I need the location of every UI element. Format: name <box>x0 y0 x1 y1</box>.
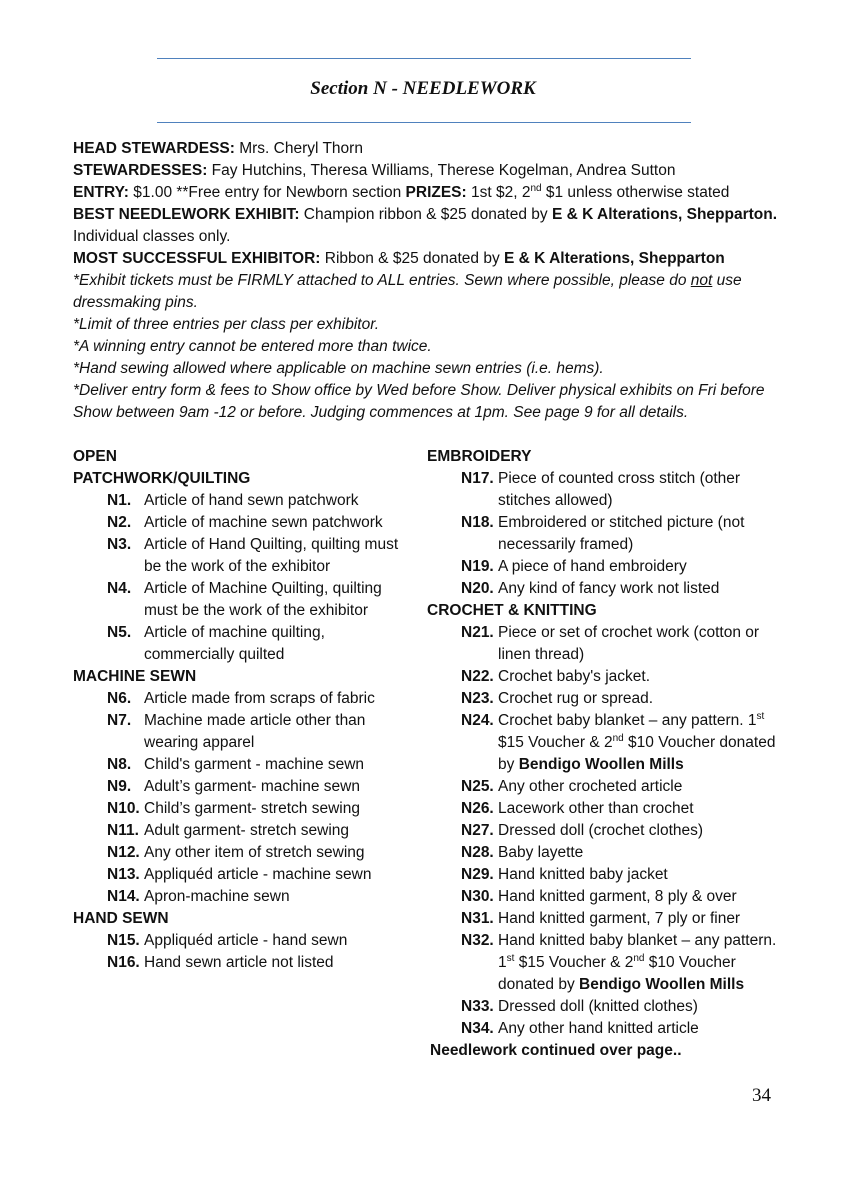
item-text: Article of Machine Quilting, quilting must be the work of the exhibitor <box>144 580 382 619</box>
item-text: Machine made article other than wearing apparel <box>144 712 366 751</box>
list-item <box>427 864 787 886</box>
item-code: N28. <box>461 844 494 861</box>
item-text: Adult garment- stretch sewing <box>144 822 350 839</box>
item-code: N10. <box>107 800 140 817</box>
item-text: Hand knitted baby jacket <box>498 866 668 883</box>
most-successful-line: MOST SUCCESSFUL EXHIBITOR: Ribbon & $25 donated by E & K Alterations, Shepparton <box>73 250 725 267</box>
list-item <box>73 534 418 578</box>
item-code: N12. <box>107 844 140 861</box>
item-text: Hand knitted garment, 7 ply or finer <box>498 910 741 927</box>
item-code: N5. <box>107 624 132 641</box>
list-item: N24. Crochet baby blanket – any pattern. 1st $15 Voucher & 2nd $10 Voucher donated by Bendigo Woollen Mills <box>461 710 776 773</box>
tickets-note: *Exhibit tickets must be FIRMLY attached to ALL entries. Sewn where possible, please do not use dressmaking pins. <box>73 272 742 311</box>
list-item <box>427 842 787 864</box>
list-item <box>427 908 787 930</box>
hand-sewn-list <box>73 930 418 974</box>
list-item <box>73 930 418 952</box>
item-code: N14. <box>107 888 140 905</box>
list-item <box>427 776 787 798</box>
item-text: Adult’s garment- machine sewn <box>144 778 360 795</box>
item-code: N19. <box>461 558 494 575</box>
best-exhibit-line: BEST NEEDLEWORK EXHIBIT: Champion ribbon & $25 donated by E & K Alterations, Shepparton. Individual classes only. <box>73 206 778 245</box>
list-item: N33. Dressed doll (knitted clothes) <box>461 998 698 1015</box>
item-text: Article of machine quilting, commercially quilted <box>144 624 325 663</box>
embroidery-list <box>427 468 787 600</box>
continued-note: Needlework continued over page.. <box>430 1042 682 1059</box>
delivery-note: *Deliver entry form & fees to Show office by Wed before Show. Deliver physical exhibits on Fri before Show between 9am -12 or before. Judging commences at 1pm. See page 9 for all details. <box>73 382 765 421</box>
list-item: N32. Hand knitted baby blanket – any pattern. 1st $15 Voucher & 2nd $10 Voucher donated by Bendigo Woollen Mills <box>461 932 777 993</box>
winning-note: *A winning entry cannot be entered more than twice. <box>73 338 432 355</box>
right-column <box>427 446 787 1062</box>
list-item <box>73 886 418 908</box>
item-code: N26. <box>461 800 494 817</box>
list-item <box>427 578 787 600</box>
item-text: Appliquéd article - machine sewn <box>144 866 372 883</box>
head-stewardess-line: HEAD STEWARDESS: Mrs. Cheryl Thorn <box>73 140 363 157</box>
item-code: N20. <box>461 580 494 597</box>
list-item <box>73 754 418 776</box>
item-code: N15. <box>107 932 140 949</box>
item-text: Baby layette <box>498 844 584 861</box>
item-text: Appliquéd article - hand sewn <box>144 932 348 949</box>
list-item <box>427 886 787 908</box>
stewardesses-line: STEWARDESSES: Fay Hutchins, Theresa Williams, Therese Kogelman, Andrea Sutton <box>73 162 676 179</box>
crochet-knitting-list <box>427 776 787 930</box>
item-code: N25. <box>461 778 494 795</box>
item-code: N9. <box>107 778 132 795</box>
embroidery-heading: EMBROIDERY <box>427 448 532 465</box>
list-item <box>73 952 418 974</box>
item-code: N7. <box>107 712 132 729</box>
item-text: Child’s garment- stretch sewing <box>144 800 360 817</box>
item-code: N17. <box>461 470 494 487</box>
hand-sewing-note: *Hand sewing allowed where applicable on machine sewn entries (i.e. hems). <box>73 360 604 377</box>
limit-note: *Limit of three entries per class per exhibitor. <box>73 316 380 333</box>
item-text: Apron-machine sewn <box>144 888 290 905</box>
item-code: N4. <box>107 580 132 597</box>
item-text: Article made from scraps of fabric <box>144 690 375 707</box>
list-item <box>73 798 418 820</box>
item-text: Article of Hand Quilting, quilting must be the work of the exhibitor <box>144 536 399 575</box>
item-code: N13. <box>107 866 140 883</box>
item-code: N8. <box>107 756 132 773</box>
item-text: Hand sewn article not listed <box>144 954 334 971</box>
list-item <box>73 688 418 710</box>
hand-sewn-heading: HAND SEWN <box>73 910 169 927</box>
list-item <box>427 556 787 578</box>
list-item: N23. Crochet rug or spread. <box>461 690 654 707</box>
item-code: N2. <box>107 514 132 531</box>
item-text: Any other crocheted article <box>498 778 683 795</box>
item-code: N27. <box>461 822 494 839</box>
list-item: N21. Piece or set of crochet work (cotton or linen thread) <box>461 624 760 663</box>
item-text: Article of hand sewn patchwork <box>144 492 359 509</box>
list-item <box>73 842 418 864</box>
list-item <box>427 512 787 556</box>
item-code: N29. <box>461 866 494 883</box>
list-item <box>73 776 418 798</box>
item-code: N31. <box>461 910 494 927</box>
machine-sewn-heading: MACHINE SEWN <box>73 668 197 685</box>
item-text: Child's garment - machine sewn <box>144 756 365 773</box>
bottom-divider <box>157 122 691 123</box>
list-item <box>427 468 787 512</box>
section-title: Section N - NEEDLEWORK <box>310 78 536 99</box>
item-text: Embroidered or stitched picture (not necessarily framed) <box>498 514 745 553</box>
item-text: Any kind of fancy work not listed <box>498 580 720 597</box>
item-code: N16. <box>107 954 140 971</box>
list-item: N34. Any other hand knitted article <box>461 1020 699 1037</box>
top-divider <box>157 58 691 59</box>
patchwork-list <box>73 490 418 666</box>
entry-prizes-line: ENTRY: $1.00 **Free entry for Newborn section PRIZES: 1st $2, 2nd $1 unless otherwise stated <box>73 182 730 201</box>
left-column <box>73 446 418 974</box>
item-code: N11. <box>107 822 139 839</box>
page-number: 34 <box>752 1085 771 1106</box>
patchwork-heading: PATCHWORK/QUILTING <box>73 470 251 487</box>
item-code: N3. <box>107 536 132 553</box>
list-item: N22. Crochet baby's jacket. <box>461 668 651 685</box>
list-item <box>73 864 418 886</box>
section-intro <box>73 138 783 424</box>
item-code: N18. <box>461 514 494 531</box>
list-item <box>73 512 418 534</box>
item-text: Any other item of stretch sewing <box>144 844 365 861</box>
item-text: Lacework other than crochet <box>498 800 694 817</box>
open-heading: OPEN <box>73 448 117 465</box>
crochet-knitting-heading: CROCHET & KNITTING <box>427 602 597 619</box>
item-text: Article of machine sewn patchwork <box>144 514 383 531</box>
item-text: A piece of hand embroidery <box>498 558 687 575</box>
item-code: N6. <box>107 690 132 707</box>
machine-sewn-list <box>73 688 418 908</box>
list-item <box>73 490 418 512</box>
list-item <box>73 820 418 842</box>
item-text: Dressed doll (crochet clothes) <box>498 822 704 839</box>
item-text: Piece of counted cross stitch (other stitches allowed) <box>498 470 741 509</box>
list-item <box>73 578 418 622</box>
item-code: N1. <box>107 492 132 509</box>
list-item <box>427 820 787 842</box>
list-item <box>73 622 418 666</box>
list-item <box>427 798 787 820</box>
list-item <box>73 710 418 754</box>
item-text: Hand knitted garment, 8 ply & over <box>498 888 737 905</box>
item-code: N30. <box>461 888 494 905</box>
